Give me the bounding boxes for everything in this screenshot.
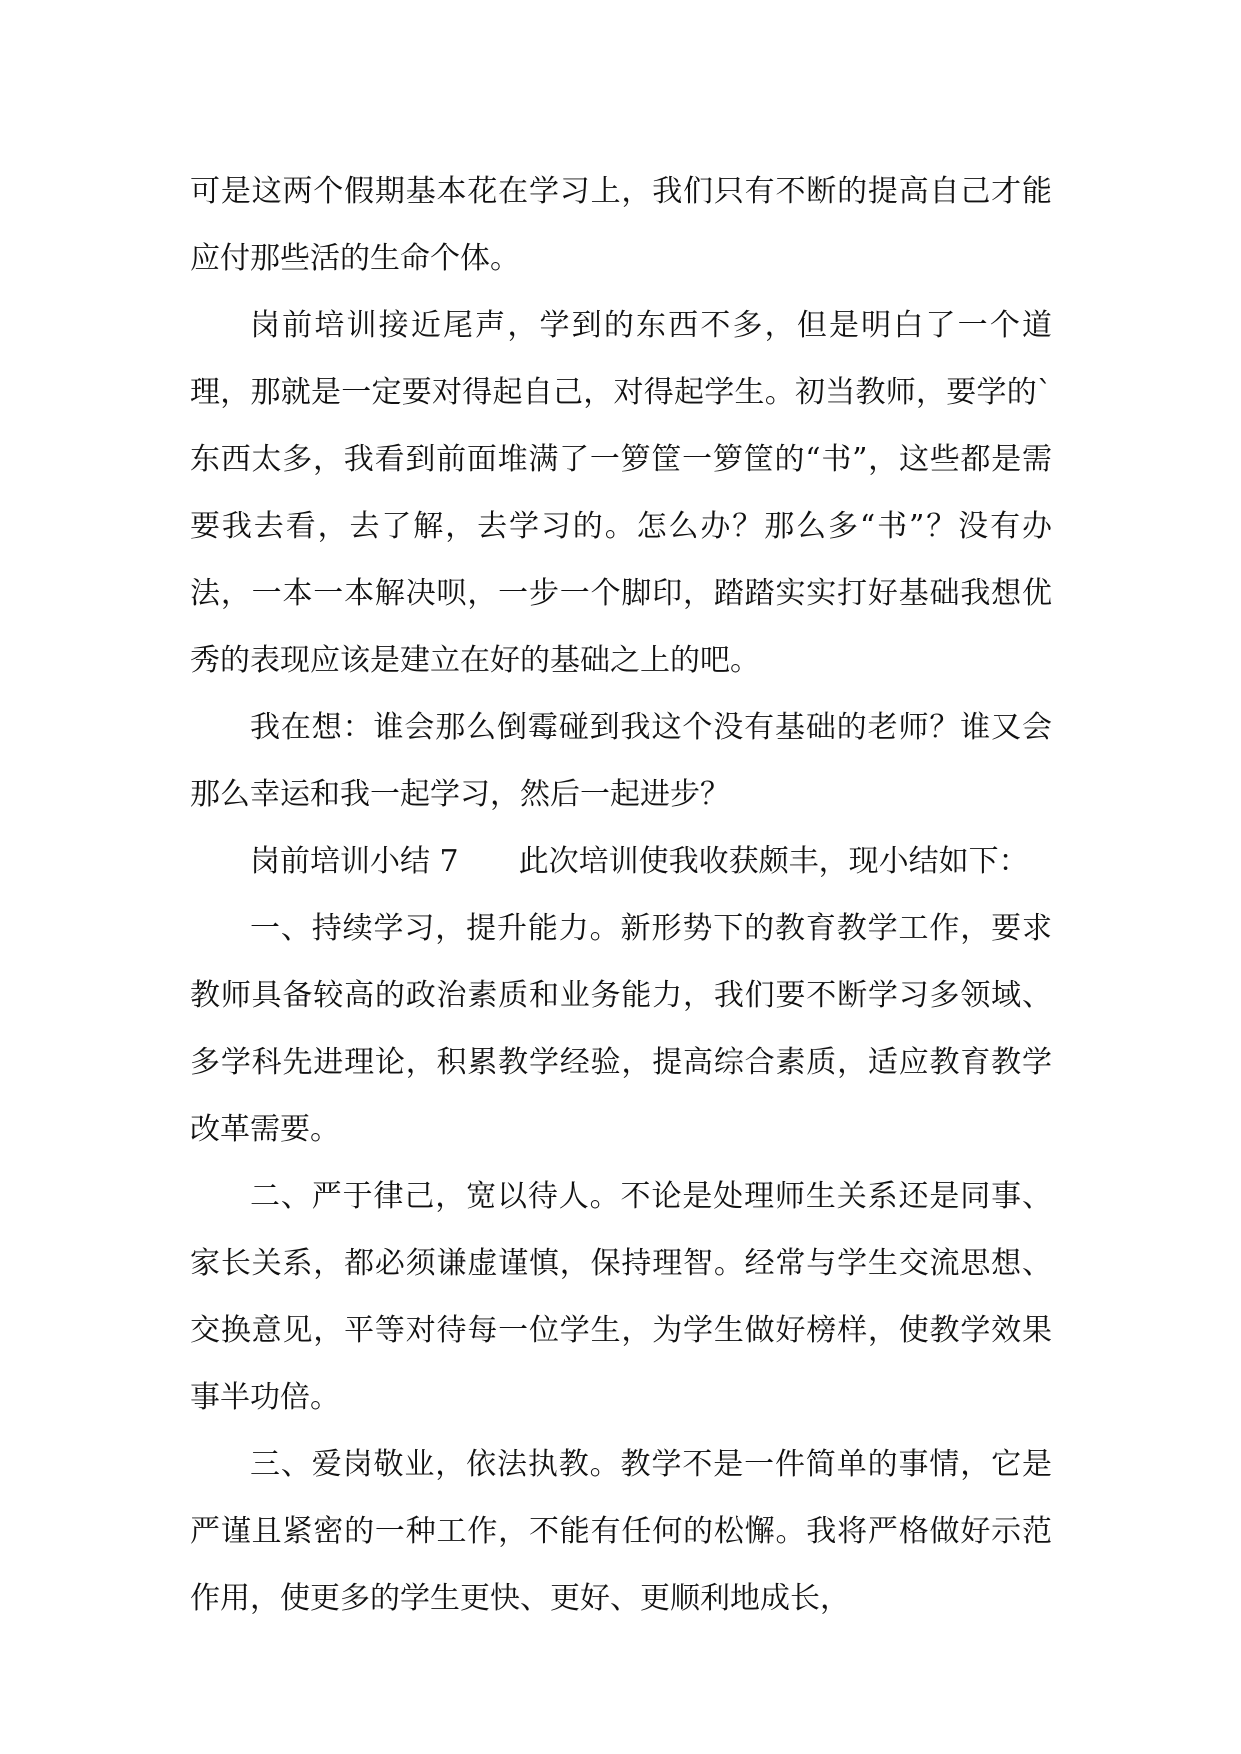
paragraph-1: 可是这两个假期基本花在学习上，我们只有不断的提高自己才能应付那些活的生命个体。 — [190, 174, 1052, 276]
document-page — [190, 158, 1052, 1632]
paragraph-3: 我在想：谁会那么倒霉碰到我这个没有基础的老师？谁又会那么幸运和我一起学习，然后一起进步？ — [190, 710, 1052, 812]
paragraph-7: 三、爱岗敬业，依法执教。教学不是一件简单的事情，它是严谨且紧密的一种工作，不能有任何的松懈。我将严格做好示范作用，使更多的学生更快、更好、更顺利地成长， — [190, 1447, 1052, 1616]
paragraph-5: 一、持续学习，提升能力。新形势下的教育教学工作，要求教师具备较高的政治素质和业务能力，我们要不断学习多领域、多学科先进理论，积累教学经验，提高综合素质，适应教育教学改革需要。 — [190, 911, 1052, 1147]
paragraph-4-heading: 岗前培训小结 7 此次培训使我收获颇丰，现小结如下： — [250, 844, 1029, 879]
paragraph-2: 岗前培训接近尾声，学到的东西不多，但是明白了一个道理，那就是一定要对得起自己，对得起学生。初当教师，要学的`东西太多，我看到前面堆满了一箩筐一箩筐的“书”，这些都是需要我去看，去了解，去学习的。怎么办？那么多“书”？没有办法，一本一本解决呗，一步一个脚印，踏踏实实打好基础我想优秀的表现应该是建立在好的基础之上的吧。 — [190, 308, 1052, 678]
paragraph-6: 二、严于律己，宽以待人。不论是处理师生关系还是同事、家长关系，都必须谦虚谨慎，保持理智。经常与学生交流思想、交换意见，平等对待每一位学生，为学生做好榜样，使教学效果事半功倍。 — [190, 1179, 1052, 1415]
